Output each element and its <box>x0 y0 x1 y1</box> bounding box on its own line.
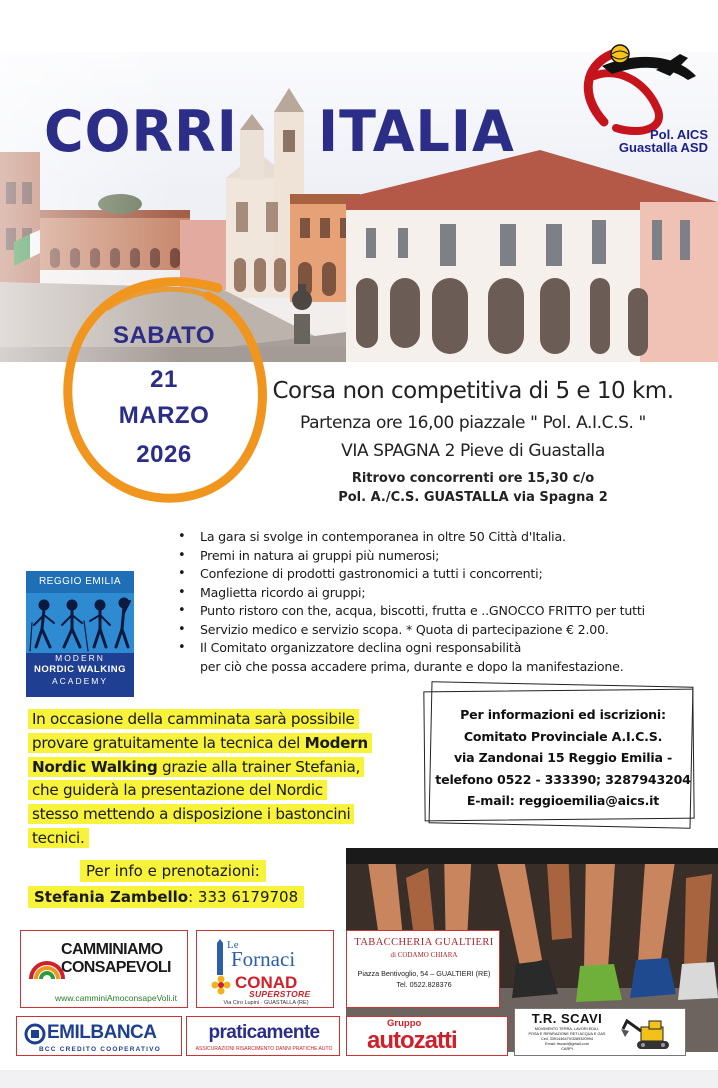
registration-info-box <box>428 704 698 812</box>
emilbanca-sub: BCC CREDITO COOPERATIVO <box>39 1046 161 1053</box>
booking-phone: : 333 6179708 <box>188 888 299 906</box>
list-item: • Punto ristoro con the, acqua, biscotti, frutta e ..GNOCCO FRITTO per tutti <box>176 602 710 621</box>
tabaccheria-owner: di CODAMO CHIARA <box>390 951 458 959</box>
conad-fornaci: Fornaci <box>231 947 296 971</box>
date-weekday: SABATO <box>112 322 216 349</box>
tabaccheria-address: Piazza Bentivoglio, 54 – GUALTIERI (RE) <box>357 969 491 978</box>
list-item: • Servizio medico e servizio scopa. * Quota di partecipazione € 2.00. <box>176 621 710 640</box>
info-box-line-3: via Zandonai 15 Reggio Emilia - <box>454 750 672 765</box>
nordic-logo-caption <box>26 653 134 697</box>
nordic-line-2a: provare gratuitamente la tecnica del <box>32 733 305 752</box>
camminiamo-name-2: CONSAPEVOLI <box>61 959 171 976</box>
praticamente-sub: ASSICURAZIONI RISARCIMENTO DANNI PRATICHE AUTO <box>195 1046 333 1052</box>
nordic-line-3a: Nordic Walking <box>32 757 158 776</box>
aics-logo-line-2: Guastalla ASD <box>618 140 708 155</box>
list-item: • Confezione di prodotti gastronomici a tutti i concorrenti; <box>176 565 710 584</box>
info-box-line-5: E-mail: reggioemilia@aics.it <box>466 793 660 808</box>
sponsor-praticamente <box>186 1016 340 1056</box>
info-box-line-1: Per informazioni ed iscrizioni: <box>460 707 666 722</box>
booking-name: Stefania Zambello <box>34 888 189 906</box>
date-year: 2026 <box>136 441 192 468</box>
nordic-line-3b: grazie alla trainer Stefania, <box>157 757 361 776</box>
event-headline: Corsa non competitiva di 5 e 10 km. <box>272 378 674 404</box>
autozatti-name: autozatti <box>367 1027 457 1054</box>
nordic-line-2b: Modern <box>304 733 368 752</box>
autozatti-gruppo: Gruppo <box>387 1018 422 1029</box>
nordic-logo-region: REGGIO EMILIA <box>26 571 134 593</box>
sponsor-autozatti <box>346 1016 508 1056</box>
nordic-logo-line-2: NORDIC WALKING <box>34 664 126 675</box>
nordic-walking-academy-logo <box>26 571 134 697</box>
event-meetup-time: Ritrovo concorrenti ore 15,30 c/o <box>351 471 595 486</box>
list-item: • Il Comitato organizzatore declina ogni responsabilità <box>176 639 710 658</box>
list-item: • Premi in natura ai gruppi più numerosi; <box>176 547 710 566</box>
camminiamo-url: www.camminiAmoconsapeVoli.it <box>55 993 177 1003</box>
features-list <box>176 528 710 676</box>
nordic-logo-line-3: ACADEMY <box>51 676 109 686</box>
tabaccheria-phone: Tel. 0522.828376 <box>396 980 452 989</box>
sponsor-camminiamo-consapevoli <box>20 930 188 1008</box>
sponsor-tr-scavi <box>514 1008 686 1056</box>
booking-label: Per info e prenotazioni: <box>80 860 266 882</box>
emilbanca-mark-icon <box>24 1023 46 1045</box>
nordic-line-1: In occasione della camminata sarà possibile <box>28 709 359 729</box>
title-italia: ITALIA <box>318 98 515 165</box>
sponsor-emilbanca <box>16 1016 182 1056</box>
list-item-continuation: per ciò che possa accadere prima, durante e dopo la manifestazione. <box>200 658 624 674</box>
camminiamo-name-1: CAMMINIAMO <box>61 941 163 958</box>
title-corri: CORRI <box>44 98 238 165</box>
conad-address: Via Ciro Lupini · GUASTALLA (RE) <box>223 1000 309 1006</box>
emilbanca-name: EMILBANCA <box>47 1022 157 1043</box>
conad-le: Le <box>227 939 239 951</box>
sponsor-conad-le-fornaci <box>196 930 334 1008</box>
conad-superstore: SUPERSTORE <box>249 989 311 999</box>
event-meetup-place: Pol. A./C.S. GUASTALLA via Spagna 2 <box>338 490 608 505</box>
trscavi-name: T.R. SCAVI <box>531 1011 603 1026</box>
sponsor-tabaccheria <box>346 930 500 1008</box>
tabaccheria-name: TABACCHERIA GUALTIERI <box>354 937 494 948</box>
info-box-line-4: telefono 0522 - 333390; 3287943204 <box>435 771 691 787</box>
nordic-walking-paragraph <box>28 708 388 851</box>
event-start: Partenza ore 16,00 piazzale " Pol. A.I.C.S. " <box>300 413 646 433</box>
walkers-icon <box>26 595 134 655</box>
aics-logo-line-1: Pol. AICS <box>649 127 708 142</box>
nordic-line-5: stesso mettendo a disposizione i bastoncini <box>28 804 354 824</box>
tower-icon <box>213 939 227 975</box>
trscavi-line-5: CARPI <box>561 1047 573 1051</box>
list-item: • La gara si svolge in contemporanea in oltre 50 Città d'Italia. <box>176 528 710 547</box>
excavator-icon <box>619 1013 683 1053</box>
date-day-number: 21 <box>150 366 178 393</box>
info-box-line-2: Comitato Provinciale A.I.C.S. <box>463 728 663 744</box>
conad-brand: CONAD <box>235 973 298 992</box>
list-item: • Maglietta ricordo ai gruppi; <box>176 584 710 603</box>
nordic-logo-line-1: MODERN <box>55 653 105 663</box>
trscavi-line-4: Email: trscavi@gmail.com <box>545 1042 589 1046</box>
booking-contact <box>28 886 304 908</box>
aics-logo-text <box>568 128 708 154</box>
trscavi-line-2: POSA E RIPARAZIONE RETI ACQUA E GAS <box>528 1032 606 1036</box>
nordic-line-6: tecnici. <box>28 828 89 848</box>
date-month: MARZO <box>118 402 210 429</box>
nordic-line-4: che guiderà la presentazione del Nordic <box>28 780 327 800</box>
daisy-icon <box>211 975 231 995</box>
praticamente-name: praticamente <box>208 1022 320 1043</box>
trscavi-line-3: Cell. 3391446479/3289320994 <box>541 1037 593 1041</box>
event-address: VIA SPAGNA 2 Pieve di Guastalla <box>341 441 605 461</box>
trscavi-line-1: MOVIMENTO TERRA, LAVORI EDILI, <box>534 1027 600 1031</box>
